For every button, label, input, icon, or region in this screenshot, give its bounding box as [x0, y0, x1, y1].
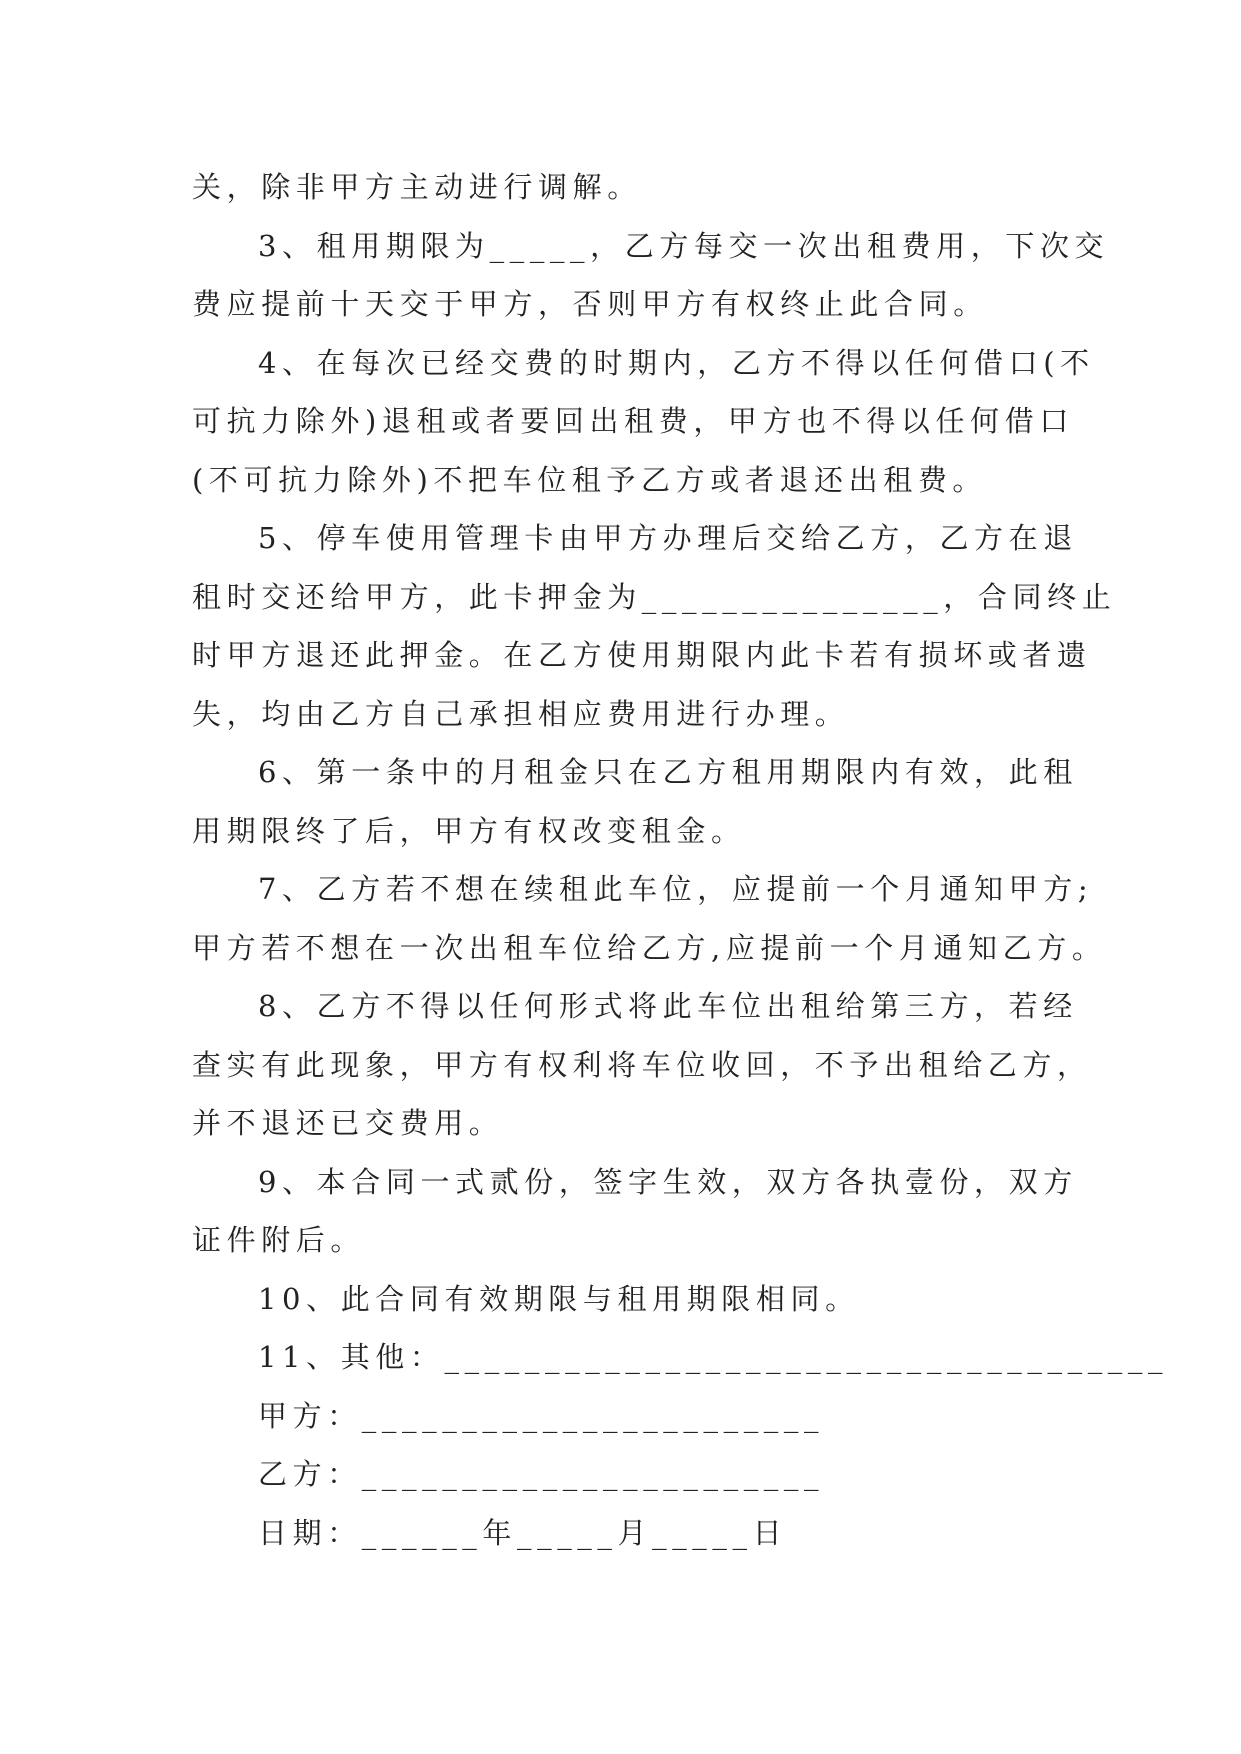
paragraph-line: 甲方若不想在一次出租车位给乙方,应提前一个月通知乙方。: [192, 930, 1107, 965]
clause-8: 8、乙方不得以任何形式将此车位出租给第三方，若经: [258, 989, 1078, 1023]
paragraph-line: 租时交还给甲方，此卡押金为_______________，合同终止: [192, 579, 1117, 614]
paragraph-line: 费应提前十天交于甲方，否则甲方有权终止此合同。: [192, 287, 988, 321]
party-b-signature-line: 乙方：_______________________: [258, 1457, 825, 1491]
clause-9: 9、本合同一式贰份，签字生效，双方各执壹份，双方: [258, 1164, 1078, 1199]
party-a-signature-line: 甲方：_______________________: [258, 1398, 825, 1433]
clause-4: 4、在每次已经交费的时期内，乙方不得以任何借口(不: [258, 345, 1095, 380]
clause-6: 6、第一条中的月租金只在乙方租用期限内有效，此租: [258, 755, 1078, 789]
clause-10: 10、此合同有效期限与租用期限相同。: [258, 1281, 860, 1316]
contract-text: [192, 158, 1169, 1562]
paragraph-line: 时甲方退还此押金。在乙方使用期限内此卡若有损坏或者遗: [192, 638, 1092, 672]
paragraph-line: 并不退还已交费用。: [192, 1106, 504, 1140]
paragraph-line: 关，除非甲方主动进行调解。: [192, 170, 642, 204]
paragraph-line: 用期限终了后，甲方有权改变租金。: [192, 813, 746, 848]
paragraph-line: 失，均由乙方自己承担相应费用进行办理。: [192, 696, 850, 731]
paragraph-line: 查实有此现象，甲方有权利将车位收回，不予出租给乙方，: [192, 1047, 1092, 1082]
date-line: 日期：______年_____月_____日: [258, 1515, 788, 1550]
paragraph-line: 可抗力除外)退租或者要回出租费，甲方也不得以任何借口: [192, 404, 1074, 438]
paragraph-line: (不可抗力除外)不把车位租予乙方或者退还出租费。: [192, 462, 988, 497]
clause-3: 3、租用期限为_____，乙方每交一次出租费用，下次交: [258, 228, 1110, 263]
clause-11-other: 11、其他：____________________________________: [258, 1340, 1169, 1374]
clause-5: 5、停车使用管理卡由甲方办理后交给乙方，乙方在退: [258, 521, 1078, 555]
paragraph-line: 证件附后。: [192, 1223, 366, 1257]
clause-7: 7、乙方若不想在续租此车位，应提前一个月通知甲方;: [258, 872, 1094, 906]
